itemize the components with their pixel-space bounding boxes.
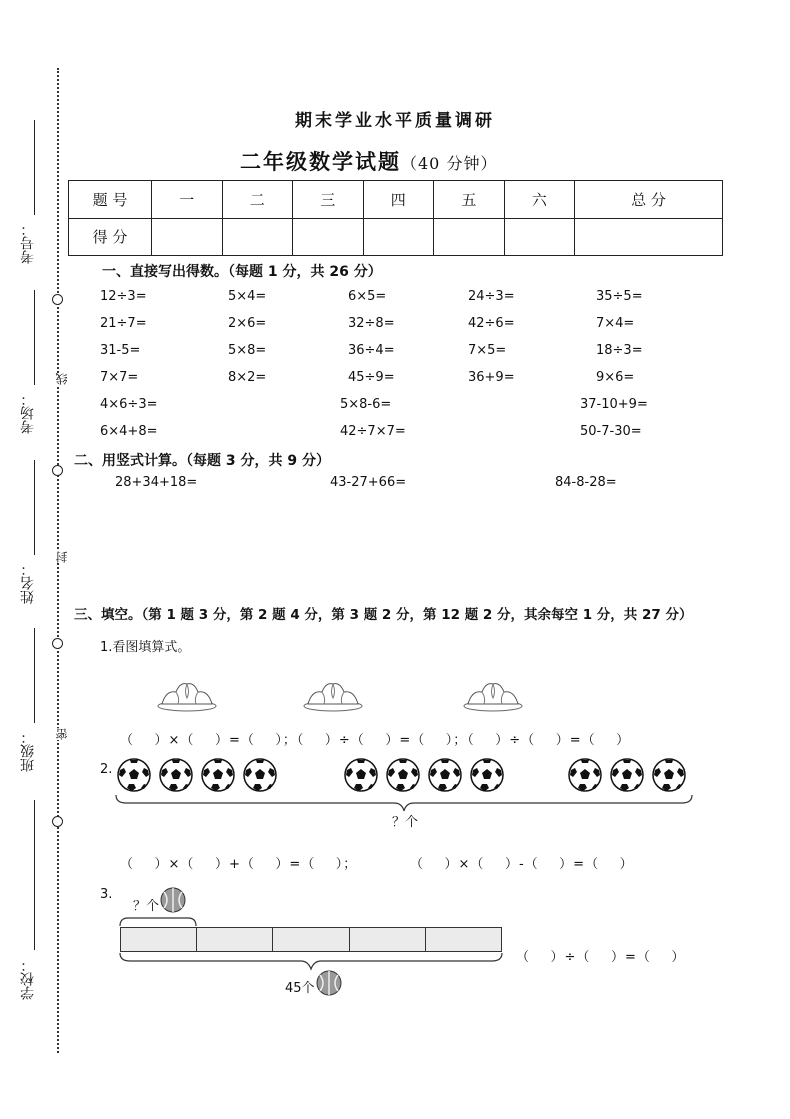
score-cell[interactable] xyxy=(434,218,505,256)
score-cell[interactable] xyxy=(293,218,364,256)
score-table-header: 四 xyxy=(363,181,434,219)
mental-math-item: 36+9= xyxy=(468,370,515,385)
binding-hole xyxy=(52,465,63,476)
score-cell[interactable] xyxy=(504,218,575,256)
q1-answer-blanks[interactable]: （ ）×（ ）=（ ）；（ ）÷（ ）=（ ）；（ ）÷（ ）=（ ） xyxy=(120,733,631,748)
score-row-label: 得 分 xyxy=(69,218,152,256)
score-table-header: 总 分 xyxy=(575,181,723,219)
exam-number-line xyxy=(34,120,35,215)
q3-bottom-brace xyxy=(118,951,504,971)
q3-label: 3. xyxy=(100,887,113,902)
exam-title: 期末学业水平质量调研 xyxy=(295,111,495,131)
class-label: 班级： xyxy=(20,730,36,772)
mental-math-item: 5×8= xyxy=(228,343,267,358)
score-table-header: 五 xyxy=(434,181,505,219)
q3-bottom-label: 45个 xyxy=(285,981,315,996)
soccer-ball-icon xyxy=(386,758,420,792)
mental-math-item: 18÷3= xyxy=(596,343,643,358)
q2-brace xyxy=(114,793,694,813)
vertical-calc-item: 84-8-28= xyxy=(555,475,617,490)
steamed-bun-plate-icon xyxy=(462,668,524,712)
mental-math-item: 9×6= xyxy=(596,370,635,385)
soccer-ball-icon xyxy=(243,758,277,792)
mental-math-item: 6×5= xyxy=(348,289,387,304)
bar-segment xyxy=(426,928,501,951)
soccer-ball-icon xyxy=(428,758,462,792)
name-line xyxy=(34,460,35,555)
mental-math-item: 37-10+9= xyxy=(580,397,648,412)
score-cell[interactable] xyxy=(152,218,223,256)
score-table-header: 三 xyxy=(293,181,364,219)
mental-math-item: 35÷5= xyxy=(596,289,643,304)
q3-segment-bar xyxy=(120,927,502,952)
score-table-header: 六 xyxy=(504,181,575,219)
mental-math-item: 4×6÷3= xyxy=(100,397,158,412)
school-label: 学校： xyxy=(20,958,36,1000)
mental-math-item: 8×2= xyxy=(228,370,267,385)
soccer-ball-icon xyxy=(652,758,686,792)
seal-char: 密 xyxy=(55,728,69,740)
binding-hole xyxy=(52,294,63,305)
steamed-bun-plate-icon xyxy=(302,668,364,712)
q2-brace-label: ？个 xyxy=(392,815,419,830)
binding-hole xyxy=(52,638,63,649)
soccer-ball-icon xyxy=(117,758,151,792)
exam-room-line xyxy=(34,290,35,385)
mental-math-item: 7×4= xyxy=(596,316,635,331)
q3-answer-blanks[interactable]: （ ）÷（ ）=（ ） xyxy=(516,950,686,965)
school-line xyxy=(34,800,35,950)
name-label: 姓名： xyxy=(20,562,36,604)
q2-answer-blanks[interactable]: （ ）×（ ）+（ ）=（ ）； xyxy=(120,857,358,872)
mental-math-item: 45÷9= xyxy=(348,370,395,385)
mental-math-item: 42÷7×7= xyxy=(340,424,406,439)
soccer-ball-icon xyxy=(201,758,235,792)
soccer-ball-icon xyxy=(568,758,602,792)
bar-segment xyxy=(121,928,197,951)
score-table-header: 二 xyxy=(222,181,293,219)
q2-answer-blanks[interactable]: （ ）×（ ）-（ ）=（ ） xyxy=(410,857,634,872)
vertical-calc-item: 28+34+18= xyxy=(115,475,198,490)
score-table-header: 题 号 xyxy=(69,181,152,219)
q2-label: 2. xyxy=(100,762,113,777)
mental-math-item: 50-7-30= xyxy=(580,424,642,439)
mental-math-item: 21÷7= xyxy=(100,316,147,331)
score-cell[interactable] xyxy=(575,218,723,256)
score-cell[interactable] xyxy=(363,218,434,256)
score-table-header: 一 xyxy=(152,181,223,219)
soccer-ball-icon xyxy=(159,758,193,792)
steamed-bun-plate-icon xyxy=(156,668,218,712)
binding-hole xyxy=(52,816,63,827)
mental-math-item: 5×4= xyxy=(228,289,267,304)
score-cell[interactable] xyxy=(222,218,293,256)
q3-top-brace xyxy=(118,910,198,928)
section1-title: 一、直接写出得数。（每题 1 分，共 26 分） xyxy=(102,264,382,280)
mental-math-item: 12÷3= xyxy=(100,289,147,304)
section3-title: 三、填空。（第 1 题 3 分，第 2 题 4 分，第 3 题 2 分，第 12 题 2 分，其余每空 1 分，共 27 分） xyxy=(74,607,693,623)
mental-math-item: 31-5= xyxy=(100,343,141,358)
mental-math-item: 36÷4= xyxy=(348,343,395,358)
exam-room-label: 考场： xyxy=(20,392,36,434)
seal-char: 封 xyxy=(55,551,69,563)
soccer-ball-icon xyxy=(470,758,504,792)
bar-segment xyxy=(197,928,273,951)
mental-math-item: 6×4+8= xyxy=(100,424,158,439)
section2-title: 二、用竖式计算。（每题 3 分，共 9 分） xyxy=(74,453,330,469)
mental-math-item: 24÷3= xyxy=(468,289,515,304)
subject-title: 二年级数学试题 xyxy=(240,149,401,174)
exam-subtitle xyxy=(240,146,497,176)
bar-segment xyxy=(350,928,426,951)
q1-label: 1.看图填算式。 xyxy=(100,640,191,655)
mental-math-item: 7×7= xyxy=(100,370,139,385)
vertical-calc-item: 43-27+66= xyxy=(330,475,407,490)
seal-char: 线 xyxy=(55,373,69,385)
mental-math-item: 2×6= xyxy=(228,316,267,331)
soccer-ball-icon xyxy=(610,758,644,792)
duration: （40 分钟） xyxy=(401,154,498,173)
basketball-icon xyxy=(316,970,342,996)
score-table xyxy=(68,180,723,256)
mental-math-item: 7×5= xyxy=(468,343,507,358)
mental-math-item: 5×8-6= xyxy=(340,397,392,412)
soccer-ball-icon xyxy=(344,758,378,792)
q3-top-label: ？个 xyxy=(133,899,160,914)
mental-math-item: 32÷8= xyxy=(348,316,395,331)
exam-number-label: 考号： xyxy=(20,222,36,264)
bar-segment xyxy=(273,928,349,951)
class-line xyxy=(34,628,35,723)
mental-math-item: 42÷6= xyxy=(468,316,515,331)
